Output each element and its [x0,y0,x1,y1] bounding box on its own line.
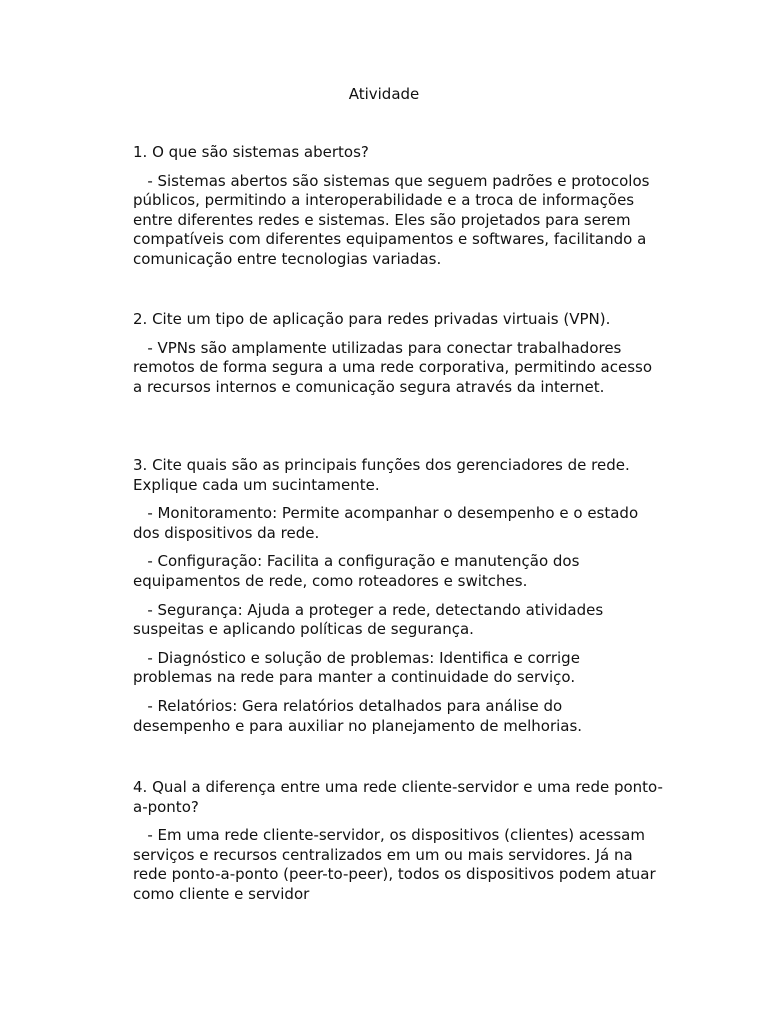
question-3: 3. Cite quais são as principais funções dos gerenciadores de rede. Explique cada um sucintamente. [133,456,630,494]
section-1 [133,143,663,270]
answer-1: - Sistemas abertos são sistemas que seguem padrões e protocolos públicos, permitindo a interoperabilidade e a troca de informações entre diferentes redes e sistemas. Eles são projetados para serem compatíveis com diferentes equipamentos e softwares, facilitando a comunicação entre tecnologias variadas. [133,171,655,268]
section-3 [133,456,663,736]
question-4: 4. Qual a diferença entre uma rede cliente-servidor e uma rede ponto-a-ponto? [133,778,663,816]
answer-3-configuracao: - Configuração: Facilita a configuração e manutenção dos equipamentos de rede, como roteadores e switches. [133,552,585,590]
question-1: 1. O que são sistemas abertos? [133,143,369,161]
answer-3-monitoramento: - Monitoramento: Permite acompanhar o desempenho e o estado dos dispositivos da rede. [133,504,643,542]
section-2 [133,310,663,397]
answer-2: - VPNs são amplamente utilizadas para conectar trabalhadores remotos de forma segura a uma rede corporativa, permitindo acesso a recursos internos e comunicação segura através da internet. [133,338,657,396]
section-4 [133,778,663,905]
document-title: Atividade [348,85,420,103]
answer-4: - Em uma rede cliente-servidor, os dispositivos (clientes) acessam serviços e recursos centralizados em um ou mais servidores. Já na rede ponto-a-ponto (peer-to-peer), todos os dispositivos podem atuar como cliente e servidor [133,826,661,903]
answer-3-seguranca: - Segurança: Ajuda a proteger a rede, detectando atividades suspeitas e aplicando políticas de segurança. [133,600,608,639]
question-2: 2. Cite um tipo de aplicação para redes privadas virtuais (VPN). [133,310,611,328]
answer-3-diagnostico: - Diagnóstico e solução de problemas: Identifica e corrige problemas na rede para manter a continuidade do serviço. [133,648,585,687]
answer-3-relatorios: - Relatórios: Gera relatórios detalhados para análise do desempenho e para auxiliar no planejamento de melhorias. [133,696,583,735]
